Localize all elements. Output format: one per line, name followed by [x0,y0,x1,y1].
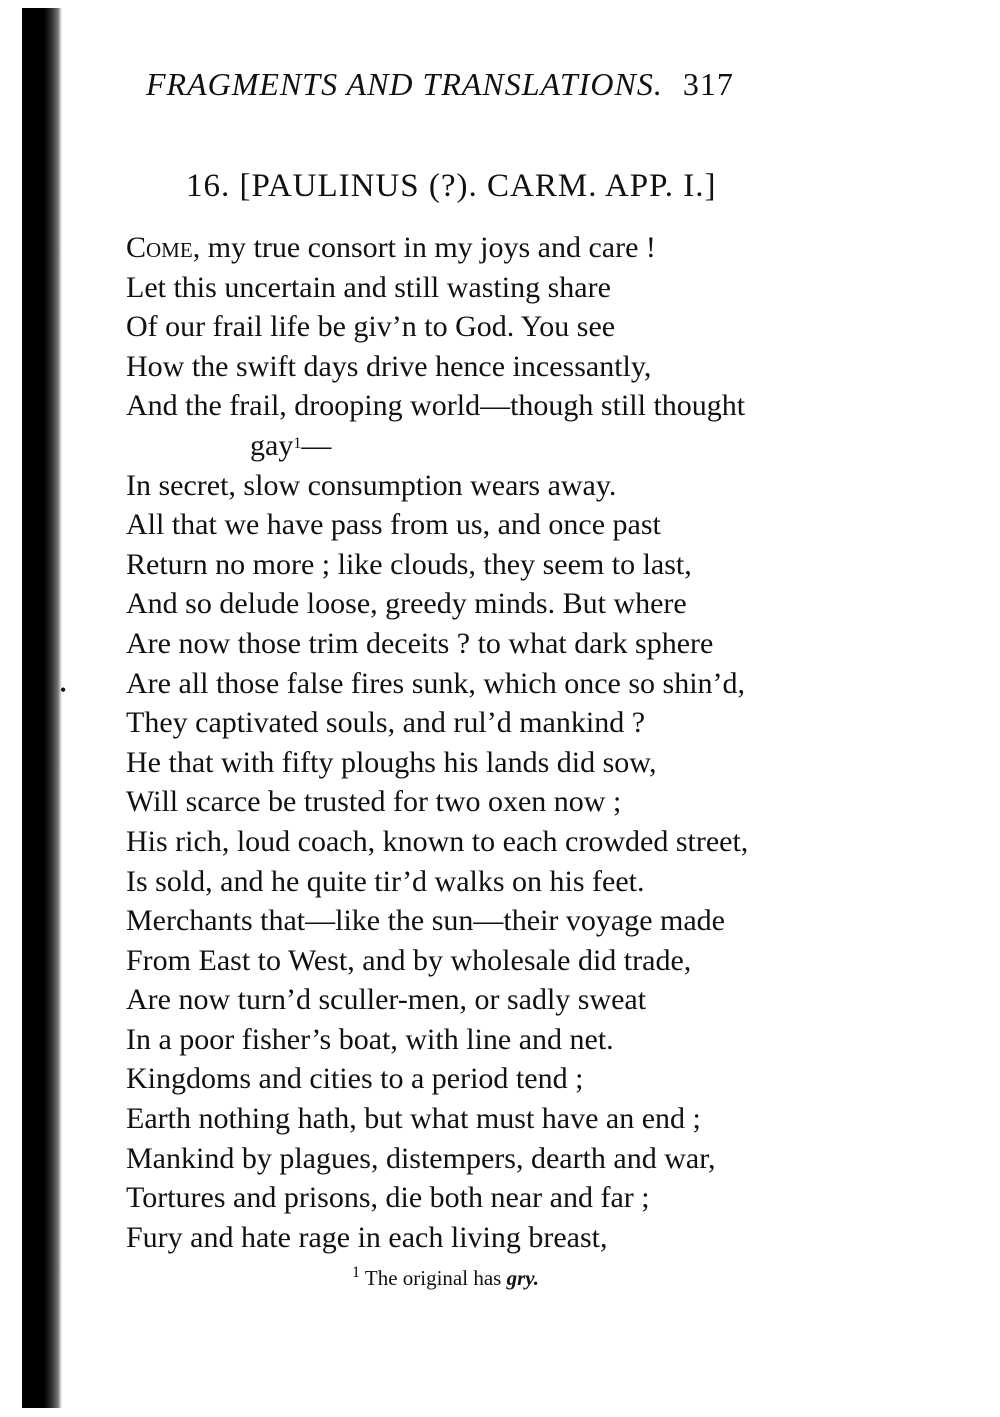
poem-line: All that we have pass from us, and once past [126,508,661,542]
poem-line: Are now those trim deceits ? to what dark sphere [126,626,714,660]
footnote [352,1266,539,1291]
poem-line: Are all those false fires sunk, which once so shin’d, [126,666,746,700]
poem-line: And so delude loose, greedy minds. But where [126,587,687,621]
section-title: 16. [PAULINUS (?). CARM. APP. I.] [186,168,717,204]
poem-line: In a poor fisher’s boat, with line and net. [126,1022,614,1056]
poem-line: Earth nothing hath, but what must have an end ; [126,1102,701,1136]
footnote-word: gry. [506,1266,540,1290]
poem-line: Return no more ; like clouds, they seem to last, [126,547,692,581]
margin-dot: • [60,680,67,700]
footnote-text: The original has [364,1266,502,1290]
poem-body [126,228,926,1257]
poem-line: He that with fifty ploughs his lands did sow, [126,745,657,779]
continuation-dash: — [301,428,332,462]
footnote-reference: 1 [293,434,302,452]
book-spine-shadow [22,8,62,1408]
poem-line: Fury and hate rage in each living breast, [126,1220,608,1254]
poem-line: And the frail, drooping world—though still thought [126,389,746,423]
poem-line: In secret, slow consumption wears away. [126,468,617,502]
running-title: FRAGMENTS AND TRANSLATIONS. [146,66,663,102]
poem-line: Merchants that—like the sun—their voyage made [126,904,725,938]
poem-line: Of our frail life be giv’n to God. You see [126,310,616,344]
poem-line: They captivated souls, and rul’d mankind ? [126,706,646,740]
running-header [146,66,866,103]
poem-line: Is sold, and he quite tir’d walks on his feet. [126,864,645,898]
poem-line [126,228,926,268]
poem-line: Mankind by plagues, distempers, dearth and war, [126,1141,716,1175]
poem-line: Let this uncertain and still wasting share [126,270,611,304]
poem-line: His rich, loud coach, known to each crowded street, [126,824,749,858]
poem-line: Kingdoms and cities to a period tend ; [126,1062,584,1096]
poem-line: How the swift days drive hence incessantly, [126,349,652,383]
poem-line: Are now turn’d sculler-men, or sadly sweat [126,983,647,1017]
first-line-rest: , my true consort in my joys and care ! [192,231,656,264]
page-number: 317 [682,66,734,102]
first-word: Come [126,231,193,264]
footnote-number: 1 [352,1264,360,1281]
poem-line: Will scarce be trusted for two oxen now ; [126,785,622,819]
poem-line-continuation [126,426,926,466]
poem-line: From East to West, and by wholesale did trade, [126,943,692,977]
poem-line: Tortures and prisons, die both near and far ; [126,1181,650,1215]
continuation-word: gay [250,428,294,462]
